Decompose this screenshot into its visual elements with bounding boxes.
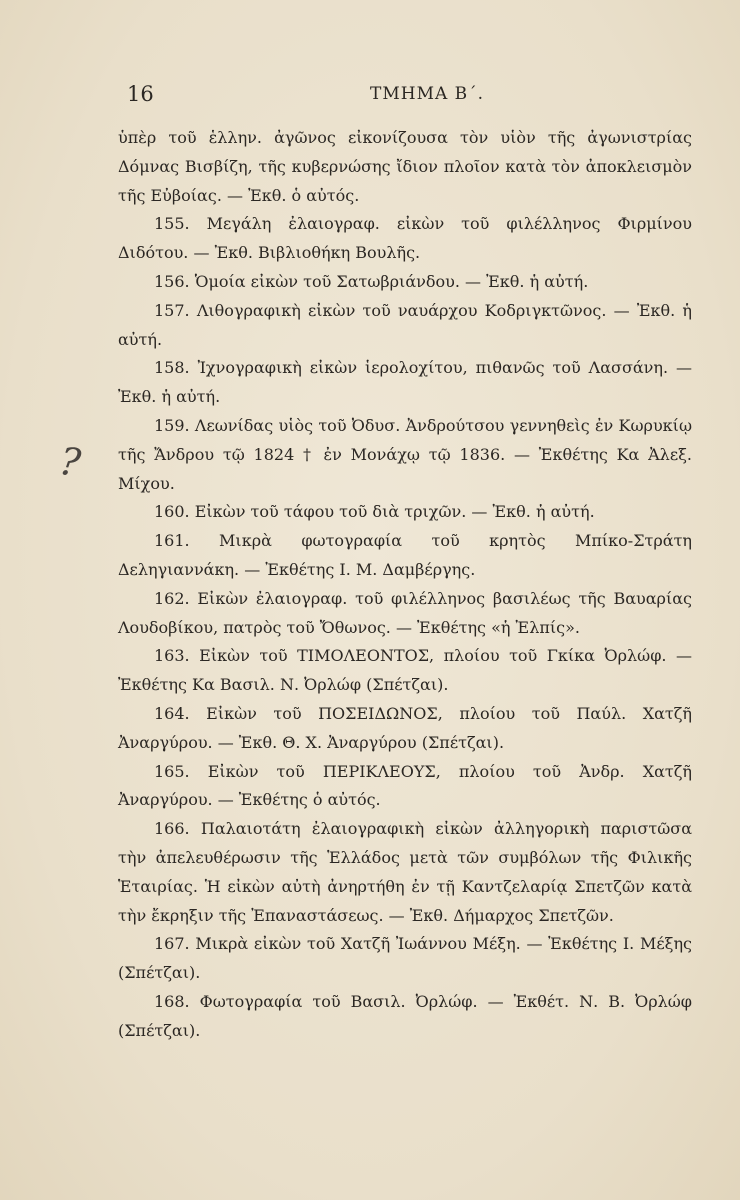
page-number: 16 [127, 82, 154, 106]
entry-text: Εἰκὼν ἐλαιογραφ. τοῦ φιλέλληνος βασιλέως τῆς Βαυαρίας Λουδοβίκου, πατρὸς τοῦ Ὄθωνος. — Ἐκθέτης «ἡ Ἐλπίς». [118, 588, 692, 637]
entry-text: Φωτογραφία τοῦ Βασιλ. Ὀρλώφ. — Ἐκθέτ. Ν. Β. Ὀρλώφ (Σπέτζαι). [118, 991, 692, 1040]
running-head: ΤΜΗΜΑ Β΄. [370, 84, 485, 104]
entry-167 [118, 930, 692, 988]
entry-number: 156. [154, 271, 190, 291]
entry-165 [118, 758, 692, 816]
entry-number: 163. [154, 646, 190, 666]
entry-number: 167. [154, 934, 190, 954]
entry-text: Μεγάλη ἐλαιογραφ. εἰκὼν τοῦ φιλέλληνος Φιρμίνου Διδότου. — Ἐκθ. Βιβλιοθήκη Βουλῆς. [118, 214, 692, 263]
entry-text: Μικρὰ φωτογραφία τοῦ κρητὸς Μπίκο-Στράτη Δεληγιαννάκη. — Ἐκθέτης Ι. Μ. Δαμβέργης. [118, 531, 693, 579]
entry-157 [118, 297, 692, 355]
entry-number: 161. [154, 531, 190, 551]
entry-text: Παλαιοτάτη ἐλαιογραφικὴ εἰκὼν ἀλληγορικὴ παριστῶσα τὴν ἀπελευθέρωσιν τῆς Ἑλλάδος μετὰ τῶν συμβόλων τῆς Φιλικῆς Ἑταιρίας. Ἡ εἰκὼν αὐτὴ ἀνηρτήθη ἐν τῇ Καντζελαρίᾳ Σπετζῶν κατὰ τὴν ἔκρηξιν τῆς Ἐπαναστάσεως. — Ἐκθ. Δήμαρχος Σπετζῶν. [118, 819, 692, 925]
entry-number: 166. [154, 819, 190, 839]
entry-164 [118, 700, 692, 758]
entry-number: 160. [154, 502, 190, 522]
entry-text: Λεωνίδας υἱὸς τοῦ Ὀδυσ. Ἀνδρούτσου γεννηθεὶς ἐν Κωρυκίῳ τῆς Ἄνδρου τῷ 1824 † ἐν Μονάχῳ τῷ 1836. — Ἐκθέτης Κα Ἀλεξ. Μίχου. [118, 415, 692, 493]
page-header [125, 82, 685, 110]
entry-161 [118, 527, 692, 585]
entry-number: 168. [154, 991, 190, 1011]
page-body [118, 124, 692, 1046]
entry-166 [118, 815, 692, 930]
entry-text: Εἰκὼν τοῦ ΠΕΡΙΚΛΕΟΥΣ, πλοίου τοῦ Ἀνδρ. Χατζῆ Ἀναργύρου. — Ἐκθέτης ὁ αὐτός. [118, 761, 692, 810]
entry-text: Ἰχνογραφικὴ εἰκὼν ἱερολοχίτου, πιθανῶς τοῦ Λασσάνη. — Ἐκθ. ἡ αὐτή. [118, 358, 693, 407]
entry-158 [118, 354, 692, 412]
entry-number: 157. [154, 300, 190, 320]
entry-163 [118, 642, 692, 700]
entry-number: 164. [154, 703, 190, 723]
entry-156 [118, 268, 692, 297]
entry-text: Μικρὰ εἰκὼν τοῦ Χατζῆ Ἰωάννου Μέξη. — Ἐκθέτης Ι. Μέξης (Σπέτζαι). [118, 934, 692, 983]
entry-text: Λιθογραφικὴ εἰκὼν τοῦ ναυάρχου Κοδριγκτῶνος. — Ἐκθ. ἡ αὐτή. [118, 300, 692, 349]
entry-number: 159. [154, 415, 190, 435]
entry-text: Ὁμοία εἰκὼν τοῦ Σατωβριάνδου. — Ἐκθ. ἡ αὐτή. [194, 271, 589, 291]
entry-160 [118, 498, 692, 527]
entry-155 [118, 210, 692, 268]
entry-text: Εἰκὼν τοῦ ΠΟΣΕΙΔΩΝΟΣ, πλοίου τοῦ Παύλ. Χατζῆ Ἀναργύρου. — Ἐκθ. Θ. Χ. Ἀναργύρου (Σπέτζαι). [118, 703, 692, 752]
entry-number: 155. [154, 214, 190, 234]
entry-text: Εἰκὼν τοῦ τάφου τοῦ διὰ τριχῶν. — Ἐκθ. ἡ αὐτή. [194, 502, 595, 522]
entry-number: 165. [154, 761, 190, 781]
entry-168 [118, 988, 692, 1046]
entry-159 [118, 412, 692, 498]
margin-question-mark: ? [57, 438, 84, 486]
entry-number: 162. [154, 588, 190, 608]
entry-number: 158. [154, 358, 190, 378]
continuation-paragraph: ὑπὲρ τοῦ ἑλλην. ἀγῶνος εἰκονίζουσα τὸν υἱὸν τῆς ἀγωνιστρίας Δόμνας Βισβίζη, τῆς κυβερνώσης ἴδιον πλοῖον κατὰ τὸν ἀποκλεισμὸν τῆς Εὐβοίας. — Ἐκθ. ὁ αὐτός. [118, 128, 692, 205]
entry-text: Εἰκὼν τοῦ ΤΙΜΟΛΕΟΝΤΟΣ, πλοίου τοῦ Γκίκα Ὀρλώφ. — Ἐκθέτης Κα Βασιλ. Ν. Ὀρλώφ (Σπέτζαι). [118, 646, 692, 695]
entry-162 [118, 585, 692, 643]
